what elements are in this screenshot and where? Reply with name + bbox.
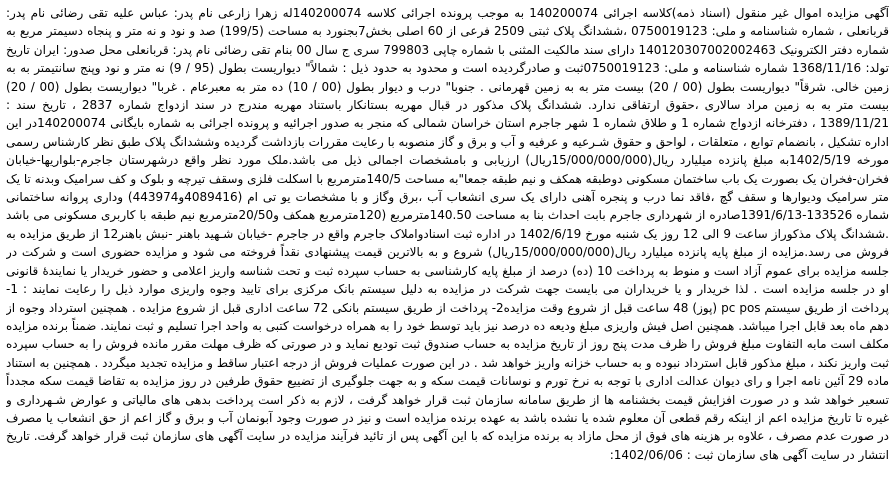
auction-notice-text: آگهی مزایده اموال غیر منقول (اسناد ذمه)کلاسه اجرائی 140200074 به موجب پرونده اجرائی کلاسه 140200074له زهرا زارعی نام پدر: عباس علیه تقی رضائی نام پدر: قربانعلی ، شماره شناسنامه و ملی: 0750019123 ،ششدانگ پلاک ثبتی 2509 فرعی از 60 اصلی بخش7بجنورد به مساحت (199/5) صد و نود و نه متر و پنجاه دسیمتر مربع به شماره دفتر الکترونیک 140120307002002463 دارای سند مالکیت المثنی با شماره چاپی 799803 سری ج سال 00 بنام تقی رضائی نام پدر: قربانعلی محل صدور: ایران تاریخ تولد: 1368/11/16 شماره شناسنامه و ملی: 0750019123ثبت و صادرگردیده است و محدود به حدود ذیل : شمالاً" دیواریست بطول (95 / 9) نه متر و نود وپنج سانتیمتر به به زمین خالی. شرقاً" دیواریست بطول (00 / 20) بیست متر به به زمین قهرمانی . جنوبا" درب و دیوار بطول (00 / 10) ده متر به معبرعام . غربا" دیواریست بطول (00 / 20) بیست متر به به زمین مراد سالاری ،حقوق ارتفاقی ندارد. ششدانگ پلاک مذکور در قبال مهریه بستانکار باستناد مهریه مندرج در سند ازدواج شماره 2837 ، تاریخ سند : 1389/11/21 ، دفترخانه ازدواج شماره 1 و طلاق شماره 1 شهر جاجرم استان خراسان شمالی که منجر به صدور اجرائیه و پرونده اجرائی به شماره بایگانی 140200074در این اداره تشکیل ، بانضمام توابع ، متعلقات ، لواحق و حقوق شـرعیه و عرفیه و آب و برق و گاز منصوبه با رعایت مقررات بازداشت گردیده وششدانگ پلاک طبق نظر کارشناس رسمی مورخه 1402/5/19به مبلغ پانزده میلیارد ریال(15/000/000/000ریال) ارزیابی و بامشخصات اجمالی ذیل می باشد.ملک مورد نظر واقع درشهرستان جاجرم-بلواریها-خیابان فخران-فخران یک بصورت یک باب ساختمان مسکونی دوطبقه همکف و نیم طبقه جمعا"به مساحت 140/5مترمربع با اسکلت فلزی وسقف تیرچه و بلوک و کف سرامیک وبدنه تا یک متر سرامیک ودیوارها و سقف گچ ،فاقد نما درب و پنجره آهنی دارای یک سری انشعاب آب ،برق وگاز و با مشخصات یو تی ام (4089416و443974) وداری پروانه ساختمانی شماره 133526-1391/6/13صادره از شهرداری جاجرم بابت احداث بنا به مساحت 140.50مترمربع (120مترمربع همکف و20/50مترمربع نیم طبقه با کاربری مسکونی می باشد .ششدانگ پلاک مذکوراز ساعت 9 الی 12 روز یک شنبه مورخ 1402/6/19 در اداره ثبت اسنادواملاک جاجرم واقع در جاجرم -خیابان شـهید باهنر -نبش باهنر12 از طریق مزایده به فروش می رسد.مزایده از مبلغ پایه پانزده میلیارد ریال(15/000/000/000ریال) شروع و به بالاترین قیمت پیشنهادی نقداً فروخته می شود و مزایده حضوری است و شرکت در جلسه مزایده برای عموم آزاد است و منوط به پرداخت 10 (ده) درصد از مبلغ پایه کارشناسی به حساب سپرده ثبت و تحت شناسه واریز اعلامی و حضور خریدار یا نمایندۀ قانونی او در جلسه مزایده است . لذا خریدار و یا خریداران می بایست جهت شرکت در مزایده به دلیل سیستم بانک مرکزی برای تایید وجوه واریزی موارد ذیل را رعایت نمایند : 1- پرداخت از طریق سیستم pc pos (پوز) 48 ساعت قبل از شروع وقت مزایده2- پرداخت از طریق سیستم بانکی 72 ساعت اداری قبل از شروع مزایده . همچنین استرداد وجوه از دهم ماه بعد قابل اجرا میباشد. همچنین اصل فیش واریزی مبلغ ودیعه ده درصد نیز باید توسط خود را به همراه درخواست کتبی به واحد اجرا تسلیم و ثبت نمایند. ضمناً برنده مزایده مکلف است مابه التفاوت مبلغ فروش را ظرف مدت پنج روز از تاریخ مزایده به حساب صندوق ثبت تودیع نماید و در صورتی که ظرف مهلت مقرر مانده فروش را به حساب سپرده ثبت واریز نکند ، مبلغ مذکور قابل استرداد نبوده و به حساب خزانه واریز خواهد شد . در این صورت عملیات فروش از درجه اعتبار ساقط و مزایده تجدید میگردد . همچنین به استناد ماده 29 آئین نامه اجرا و رای دیوان عدالت اداری با توجه به نرخ تورم و نوسانات قیمت سکه و به جهت جلوگیری از تضییع حقوق طرفین در روز مزایده به تقاضا قیمت سکه مجدداً تسعیر خواهد شد و در صورت افزایش قیمت بخشنامه ها از طریق سامانه سازمان ثبت قرار خواهد گرفت ، لازم به ذکر است پرداخت بدهی های مالیاتی و عوارض شـهرداری و غیره تا تاریخ مزایده اعم از اینکه رقم قطعی آن معلوم شده یا نشده باشد به عهده برنده مزایده است و نیز در صورت وجود آبونمان آب و برق و گاز اعم از حق انشعاب یا مصرف در صورت عدم مصرف ، علاوه بر هزینه های فوق از محل مازاد به برنده مزایده که با این آگهی پس از تائید فرآیند مزایده در سایت آگهی های سازمان ثبت قرار خواهد گرفت. تاریخ انتشار در سایت آگهی های سازمان ثبت : 1402/06/06:	[6, 6, 889, 462]
auction-notice-document	[6, 4, 889, 487]
